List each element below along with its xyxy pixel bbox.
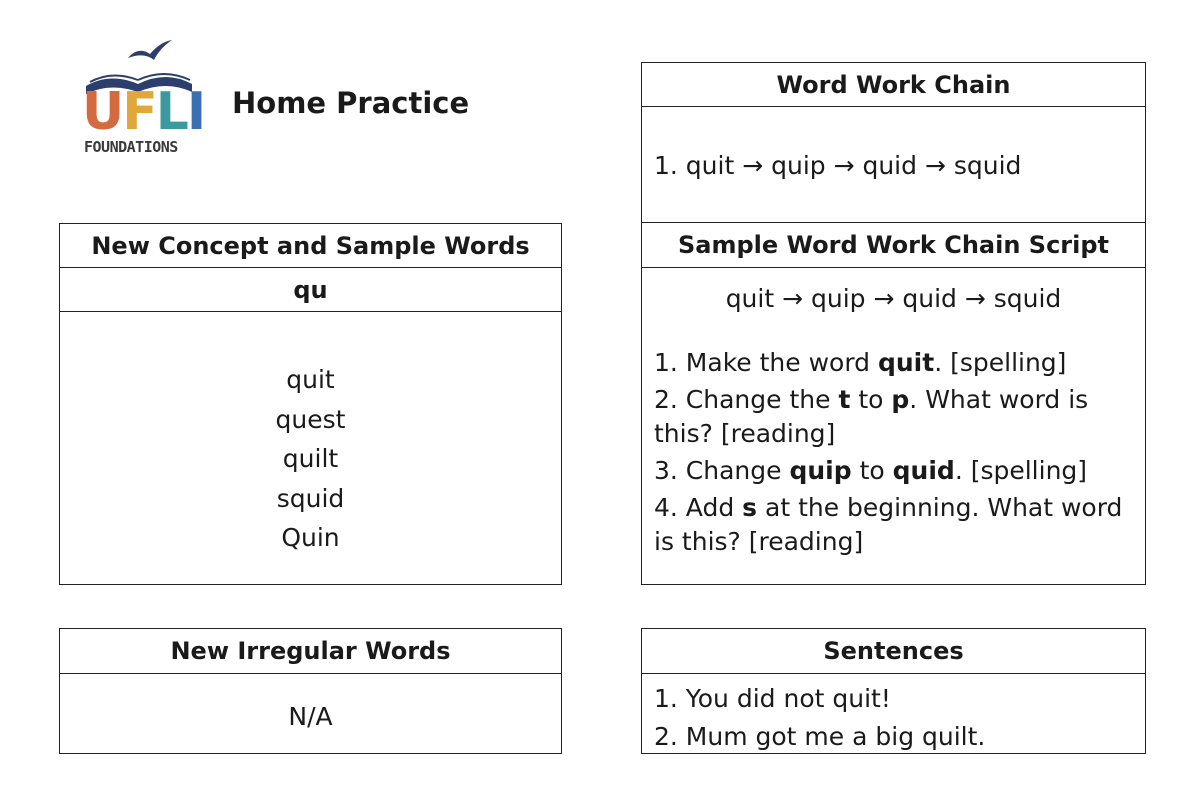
sentence: 2. Mum got me a big quilt. [654, 722, 986, 751]
page-title: Home Practice [232, 86, 470, 120]
logo-letters: UFLI [82, 82, 205, 142]
concept-heading: New Concept and Sample Words [60, 224, 561, 268]
irregular-heading: New Irregular Words [60, 629, 561, 674]
script-step: 3. Change quip to quid. [spelling] [654, 456, 1088, 485]
sentence-list [642, 674, 1145, 756]
ufli-logo [80, 38, 205, 160]
sentences-panel [641, 628, 1146, 754]
script-chain: quit → quip → quid → squid [725, 284, 1062, 313]
script-step: 4. Add s at the beginning. What word is this? [reading] [654, 493, 1123, 556]
concept-panel [59, 223, 562, 585]
logo-subtitle: FOUNDATIONS [84, 138, 178, 156]
sample-word: quit [286, 365, 335, 394]
concept-focus: qu [60, 268, 561, 312]
chain-heading: Word Work Chain [642, 63, 1145, 107]
irregular-panel [59, 628, 562, 754]
sample-word: quest [275, 404, 346, 434]
sentence: 1. You did not quit! [654, 684, 891, 713]
sample-word: squid [276, 483, 345, 513]
chain-line: 1. quit → quip → quid → squid [654, 151, 1022, 180]
script-steps [654, 346, 1133, 559]
chain-panel [641, 62, 1146, 224]
sample-word-list [60, 312, 561, 558]
script-panel [641, 222, 1146, 585]
script-step: 1. Make the word quit. [spelling] [654, 348, 1067, 377]
irregular-value: N/A [288, 702, 333, 731]
sample-word: Quin [281, 523, 340, 552]
script-step: 2. Change the t to p. What word is this? [reading] [654, 385, 1089, 448]
sentences-heading: Sentences [642, 629, 1145, 674]
script-heading: Sample Word Work Chain Script [642, 223, 1145, 268]
sample-word: quilt [282, 444, 339, 473]
